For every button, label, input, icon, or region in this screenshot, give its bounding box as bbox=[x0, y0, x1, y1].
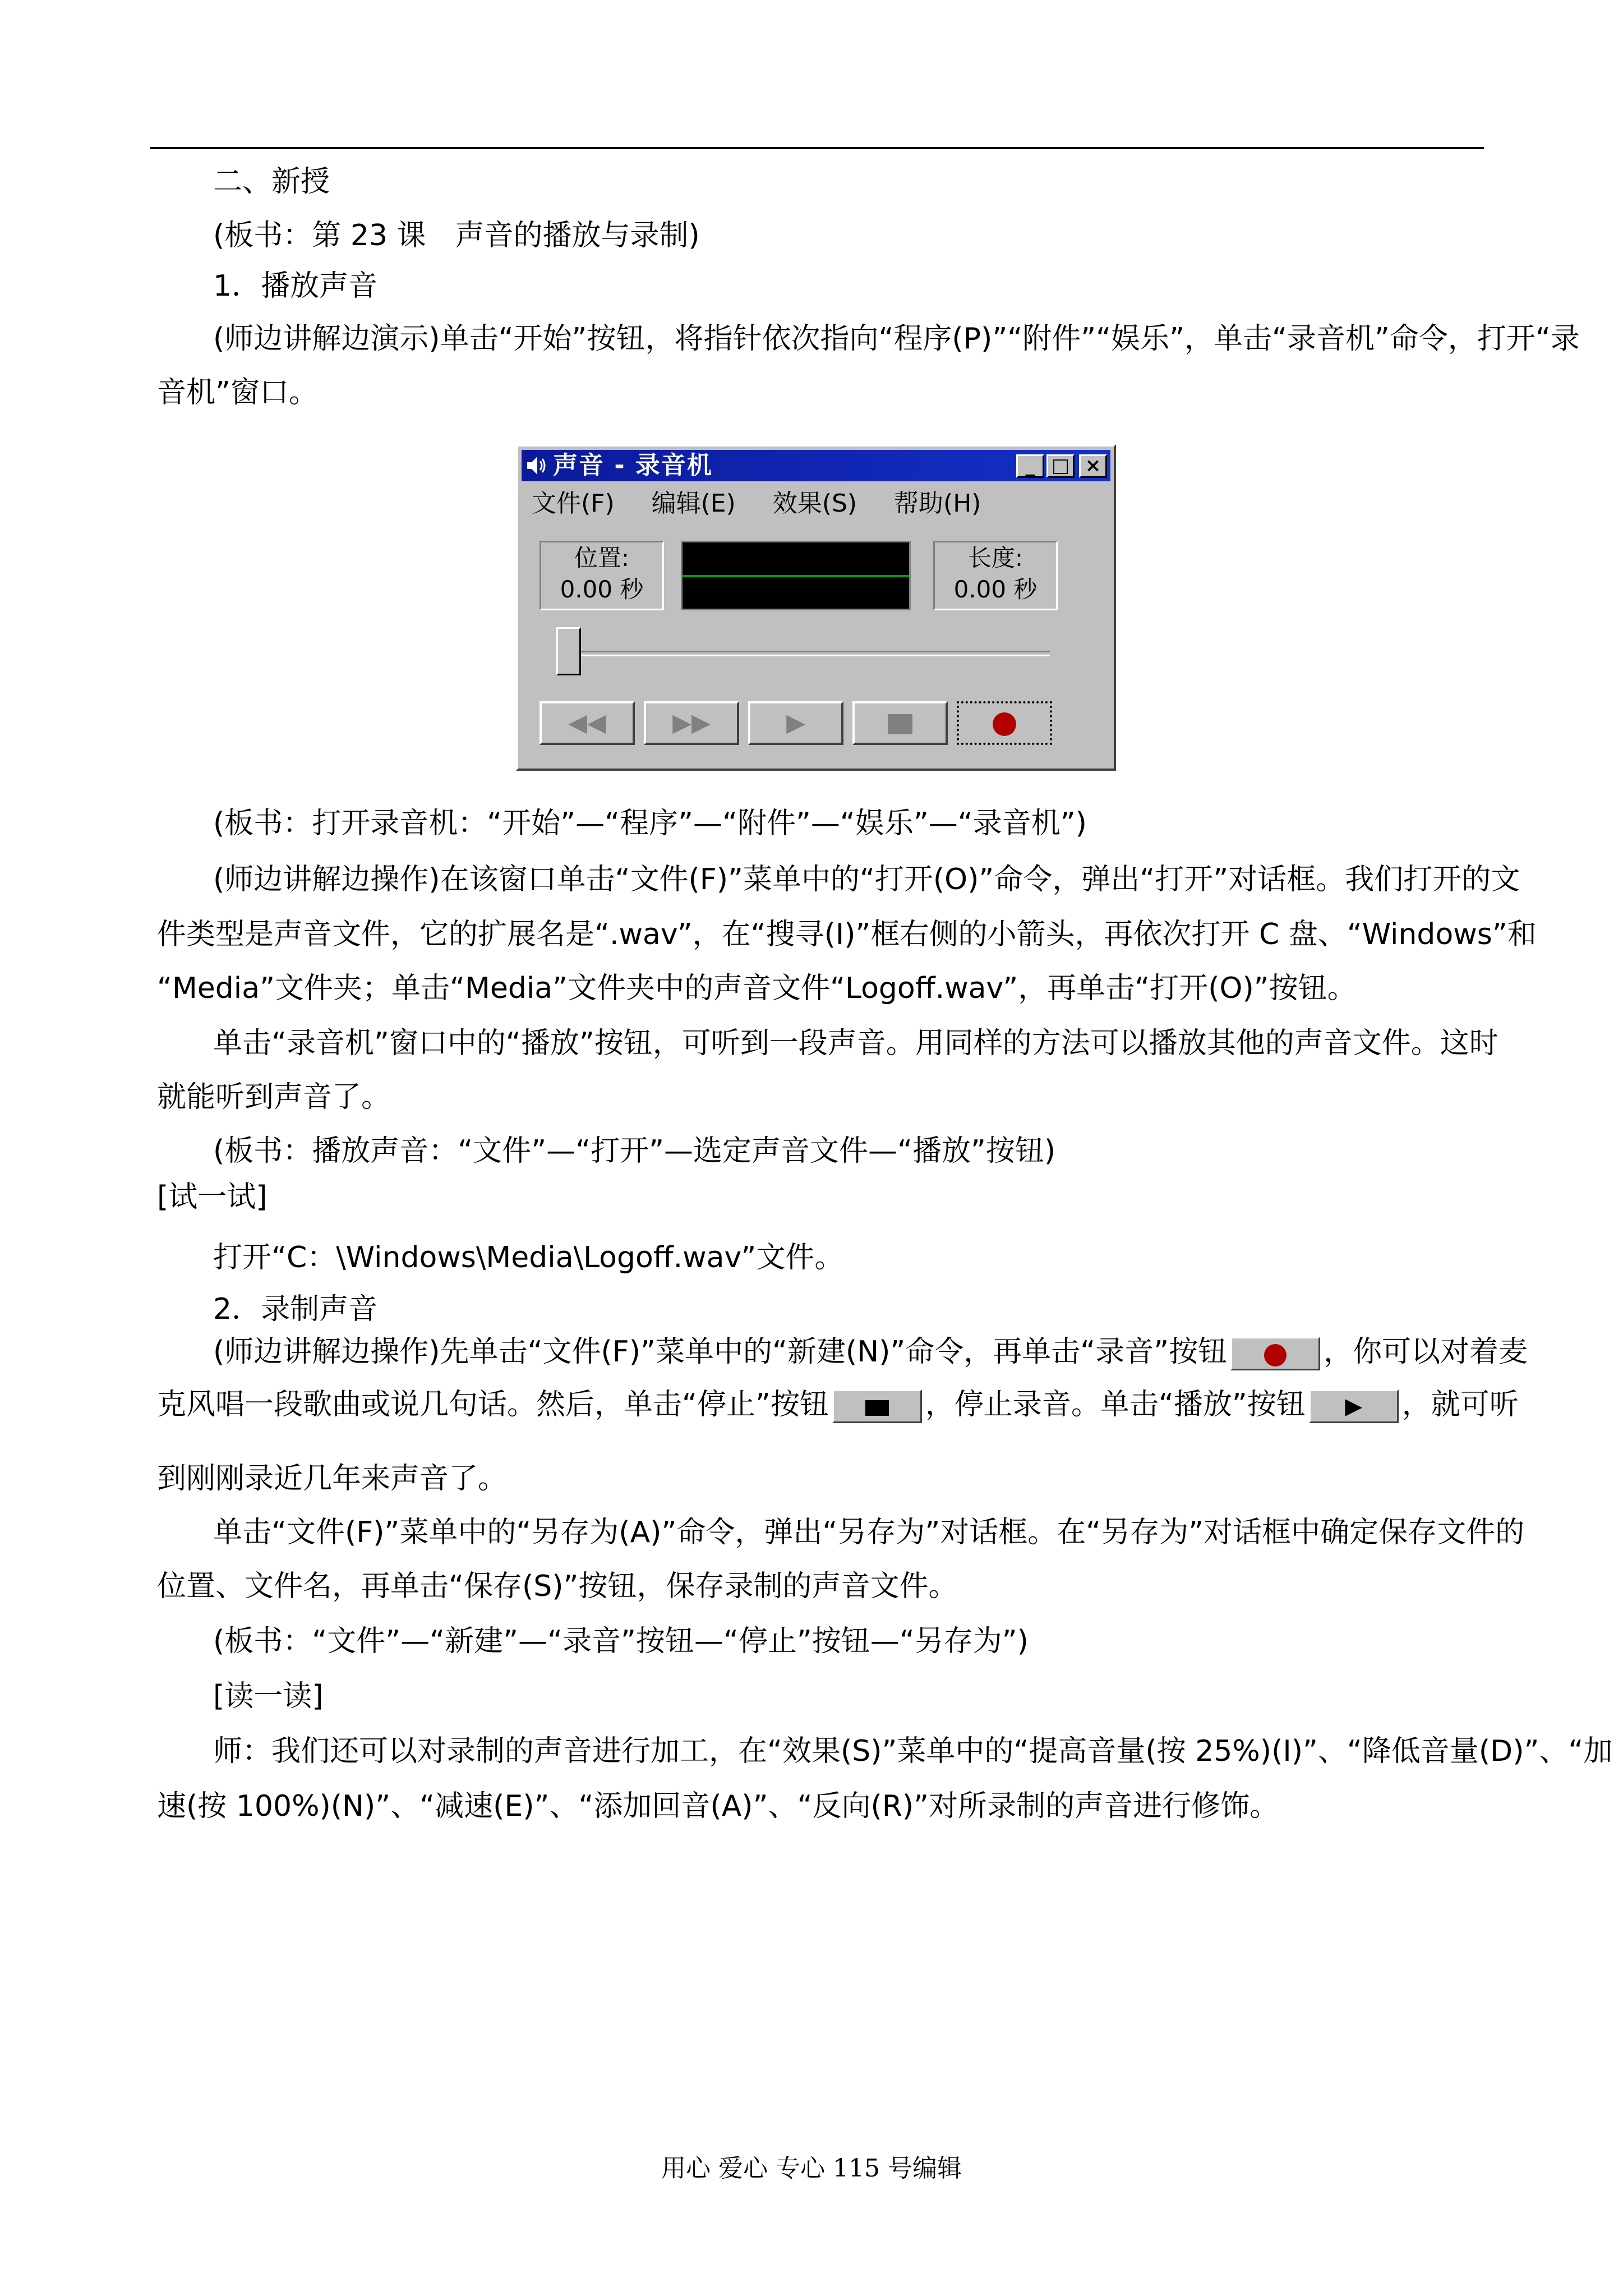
paragraph: (师边讲解边演示)单击“开始”按钮，将指针依次指向“程序(P)”“附件”“娱乐”，单击“录音机”命令，打开“录 bbox=[213, 322, 1580, 356]
paragraph: 件类型是声音文件，它的扩展名是“.wav”，在“搜寻(I)”框右侧的小箭头，再依次打开 C 盘、“Windows”和 bbox=[157, 918, 1537, 951]
menu-effects[interactable]: 效果(S) bbox=[772, 489, 857, 518]
paragraph: 就能听到声音了。 bbox=[157, 1080, 391, 1114]
record-icon bbox=[1264, 1344, 1287, 1366]
speaker-icon bbox=[525, 454, 547, 477]
paragraph: 师：我们还可以对录制的声音进行加工，在“效果(S)”菜单中的“提高音量(按 25%)(I)”、“降低音量(D)”、“加 bbox=[213, 1734, 1613, 1768]
paragraph bbox=[157, 1387, 1519, 1423]
text-segment: 克风唱一段歌曲或说几句话。然后，单击“停止”按钮 bbox=[157, 1388, 829, 1421]
paragraph: 音机”窗口。 bbox=[157, 376, 318, 409]
read-it-heading: [读一读] bbox=[213, 1680, 324, 1713]
position-value: 0.00 秒 bbox=[560, 576, 644, 603]
board-note: (板书：打开录音机：“开始”—“程序”—“附件”—“娱乐”—“录音机”) bbox=[213, 807, 1087, 840]
stop-icon bbox=[888, 714, 912, 734]
seek-slider-thumb[interactable] bbox=[556, 627, 581, 675]
text-segment: ，就可听 bbox=[1401, 1388, 1519, 1421]
length-value: 0.00 秒 bbox=[953, 576, 1038, 603]
inline-stop-button bbox=[832, 1389, 922, 1423]
position-panel bbox=[540, 541, 664, 610]
position-label: 位置: bbox=[574, 544, 630, 572]
close-button[interactable]: × bbox=[1079, 454, 1107, 478]
title-bar bbox=[522, 450, 1110, 481]
stop-button[interactable] bbox=[852, 701, 948, 745]
text-segment: ，停止录音。单击“播放”按钮 bbox=[925, 1388, 1306, 1421]
waveform-display bbox=[681, 541, 911, 610]
paragraph: 单击“录音机”窗口中的“播放”按钮，可听到一段声音。用同样的方法可以播放其他的声音文件。这时 bbox=[213, 1027, 1498, 1060]
menu-help[interactable]: 帮助(H) bbox=[894, 489, 981, 518]
page-footer: 用心 爱心 专心 115 号编辑 bbox=[661, 2154, 962, 2183]
paragraph: (师边讲解边操作)在该窗口单击“文件(F)”菜单中的“打开(O)”命令，弹出“打开”对话框。我们打开的文 bbox=[213, 863, 1520, 896]
paragraph: 到刚刚录近几年来声音了。 bbox=[157, 1462, 508, 1496]
fast-forward-button[interactable]: ▶▶ bbox=[644, 701, 739, 745]
paragraph: “Media”文件夹；单击“Media”文件夹中的声音文件“Logoff.wav”，再单击“打开(O)”按钮。 bbox=[157, 972, 1357, 1005]
record-button[interactable] bbox=[957, 701, 1052, 745]
board-note: (板书：第 23 课 声音的播放与录制) bbox=[213, 219, 700, 252]
paragraph bbox=[157, 1334, 1528, 1370]
minimize-button[interactable]: _ bbox=[1016, 454, 1044, 478]
play-button[interactable]: ▶ bbox=[748, 701, 843, 745]
inline-play-button: ▶ bbox=[1309, 1389, 1399, 1423]
menu-file[interactable]: 文件(F) bbox=[532, 489, 615, 518]
board-note: (板书：播放声音：“文件”—“打开”—选定声音文件—“播放”按钮) bbox=[213, 1134, 1056, 1168]
record-icon bbox=[993, 712, 1016, 736]
length-panel bbox=[933, 541, 1058, 610]
menu-bar bbox=[532, 488, 1010, 519]
section-heading: 二、新授 bbox=[213, 165, 330, 199]
sound-recorder-window bbox=[516, 444, 1116, 771]
window-title: 声音 - 录音机 bbox=[553, 451, 713, 480]
inline-record-button bbox=[1230, 1337, 1320, 1370]
board-note: (板书：“文件”—“新建”—“录音”按钮—“停止”按钮—“另存为”) bbox=[213, 1625, 1029, 1658]
paragraph: 打开“C：\Windows\Media\Logoff.wav”文件。 bbox=[213, 1241, 844, 1274]
header-rule bbox=[150, 147, 1484, 149]
paragraph: 单击“文件(F)”菜单中的“另存为(A)”命令，弹出“另存为”对话框。在“另存为”对话框中确定保存文件的 bbox=[213, 1516, 1525, 1549]
subheading-play: 1．播放声音 bbox=[213, 269, 378, 303]
text-segment: ，你可以对着麦 bbox=[1324, 1335, 1528, 1369]
text-segment: (师边讲解边操作)先单击“文件(F)”菜单中的“新建(N)”命令，再单击“录音”按钮 bbox=[213, 1335, 1228, 1369]
menu-edit[interactable]: 编辑(E) bbox=[651, 489, 736, 518]
rewind-button[interactable]: ◀◀ bbox=[540, 701, 635, 745]
length-label: 长度: bbox=[967, 544, 1023, 572]
paragraph: 速(按 100%)(N)”、“减速(E)”、“添加回音(A)”、“反向(R)”对所录制的声音进行修饰。 bbox=[157, 1789, 1279, 1823]
stop-icon bbox=[865, 1400, 889, 1416]
paragraph: 位置、文件名，再单击“保存(S)”按钮，保存录制的声音文件。 bbox=[157, 1570, 958, 1603]
seek-track[interactable] bbox=[562, 651, 1050, 656]
subheading-record: 2．录制声音 bbox=[213, 1292, 378, 1326]
try-it-heading: [试一试] bbox=[157, 1180, 268, 1214]
maximize-button[interactable]: □ bbox=[1046, 454, 1075, 478]
